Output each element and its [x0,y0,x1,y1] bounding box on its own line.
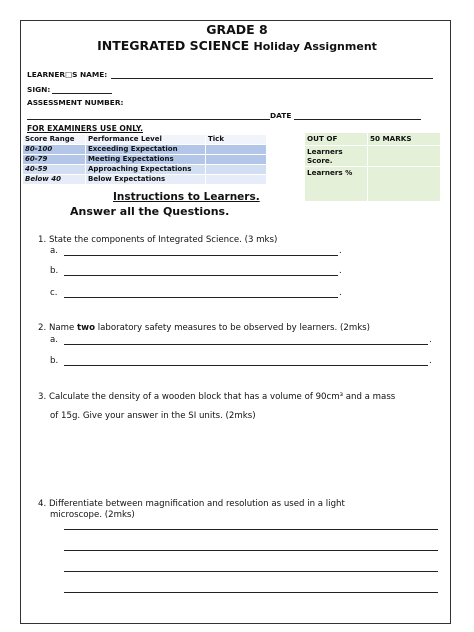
worksheet-page [20,20,451,624]
part-label: c. [50,288,58,298]
question-number: 3. [38,392,47,402]
part-label: a. [50,335,58,345]
question-number: 2. [38,323,47,333]
part-label: a. [50,246,58,256]
answer-line[interactable] [64,529,438,530]
emphasis-two: two [77,323,95,333]
question-2: 2. Name two laboratory safety measures to be observed by learners. (2mks) [38,323,370,333]
question-4-continued: microscope. (2mks) [50,510,135,520]
question-3-continued: of 15g. Give your answer in the SI units. (2mks) [50,411,256,421]
answer-line[interactable] [64,592,438,593]
table-row [23,155,267,165]
answer-line[interactable] [64,255,338,256]
performance-level: Meeting Expectations [86,155,206,165]
tick-cell[interactable] [206,145,267,155]
score-table-header [23,135,267,145]
tick-cell[interactable] [206,165,267,175]
score-range: 60-79 [23,155,86,165]
question-text: State the components of Integrated Science. (3 mks) [48,235,278,245]
col-tick: Tick [206,135,267,145]
performance-level: Approaching Expectations [86,165,206,175]
question-number: 1. [38,235,47,245]
question-3 [38,392,395,402]
assessment-number-line[interactable] [27,119,270,120]
sign-line[interactable] [52,93,112,94]
question-number: 4. [38,499,47,509]
question-text: Calculate the density of a wooden block that has a volume of 90cm³ and a mass [48,392,396,402]
date-line[interactable] [294,119,421,120]
answer-line[interactable] [64,365,428,366]
question-4 [38,499,345,509]
learner-name-label: LEARNER□S NAME: [27,70,108,79]
answer-line[interactable] [64,297,338,298]
question-text: Differentiate between magnification and resolution as used in a light [48,499,345,509]
col-score-range: Score Range [23,135,86,145]
learners-percent-cell[interactable] [368,167,441,202]
instructions-subtitle: Answer all the Questions. [70,205,230,218]
date-label: DATE [270,111,292,120]
marks-box [304,132,441,202]
out-of-label: OUT OF [305,133,368,146]
part-label: b. [50,356,59,366]
subject-title [0,38,474,53]
sign-label: SIGN: [27,85,51,94]
answer-line[interactable] [64,571,438,572]
learners-score-label: Learners Score. [305,146,368,167]
learners-percent-label: Learners % [305,167,368,202]
learner-name-line[interactable] [111,78,433,79]
subject-name: INTEGRATED SCIENCE [97,38,250,53]
score-range: Below 40 [23,175,86,185]
out-of-value: 50 MARKS [368,133,441,146]
answer-line[interactable] [64,275,338,276]
part-label: b. [50,266,59,276]
answer-line[interactable] [64,550,438,551]
learners-score-cell[interactable] [368,146,441,167]
examiners-heading: FOR EXAMINERS USE ONLY. [27,124,143,133]
performance-level: Below Expectations [86,175,206,185]
answer-line[interactable] [64,344,428,345]
score-range: 40-59 [23,165,86,175]
table-row [23,145,267,155]
assessment-number-label: ASSESSMENT NUMBER: [27,98,124,107]
score-table [22,134,267,185]
grade-title: GRADE 8 [206,22,268,37]
instructions-title: Instructions to Learners. [113,191,260,203]
table-row [23,165,267,175]
performance-level: Exceeding Expectation [86,145,206,155]
assignment-type: Holiday Assignment [253,40,377,53]
col-performance-level: Performance Level [86,135,206,145]
score-range: 80-100 [23,145,86,155]
tick-cell[interactable] [206,175,267,185]
tick-cell[interactable] [206,155,267,165]
table-row [23,175,267,185]
question-1 [38,235,277,245]
